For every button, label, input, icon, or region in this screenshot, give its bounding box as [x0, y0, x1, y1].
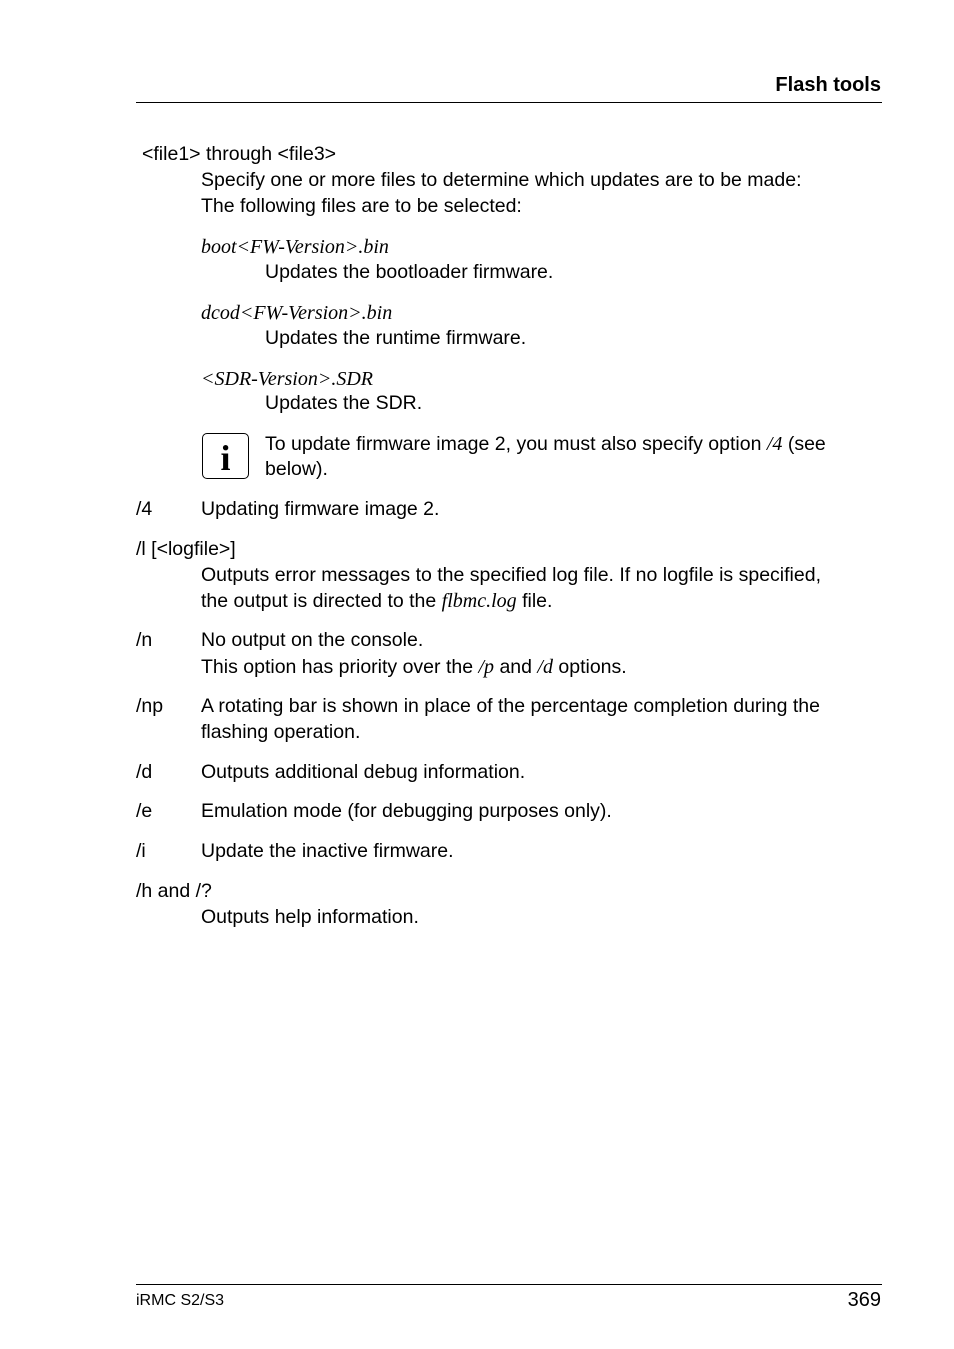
- footer-page-number: 369: [847, 1289, 881, 1311]
- note-option-4: /4: [766, 433, 783, 455]
- info-icon-glyph: i: [220, 438, 231, 478]
- option-n-p-ref: /p: [478, 656, 495, 678]
- file-desc-dcod: Updates the runtime firmware.: [265, 327, 527, 349]
- option-n-and: and: [494, 656, 538, 678]
- option-d-desc: Outputs additional debug information.: [201, 761, 526, 783]
- footer-rule: [136, 1284, 882, 1285]
- file-name-dcod: dcod<FW-Version>.bin: [201, 302, 393, 324]
- option-n-line2: [201, 657, 627, 678]
- option-4-key: /4: [136, 498, 153, 520]
- option-np-key: /np: [136, 695, 164, 717]
- option-np-line1: A rotating bar is shown in place of the percentage completion during the: [201, 695, 820, 717]
- option-n-line2-text: This option has priority over the: [201, 656, 479, 678]
- option-h-key: /h and /?: [136, 880, 212, 902]
- option-l-line2-text: the output is directed to the: [201, 590, 442, 612]
- option-n-line1: No output on the console.: [201, 629, 424, 651]
- option-n-key: /n: [136, 629, 153, 651]
- file-options-desc-line1: Specify one or more files to determine which updates are to be made:: [201, 169, 802, 191]
- option-l-line2: [201, 591, 552, 612]
- option-d-key: /d: [136, 761, 153, 783]
- page-header-title: Flash tools: [775, 74, 881, 96]
- option-e-desc: Emulation mode (for debugging purposes only).: [201, 800, 612, 822]
- file-desc-boot: Updates the bootloader firmware.: [265, 261, 554, 283]
- note-line2: below).: [265, 458, 328, 480]
- option-l-line2-tail: file.: [516, 590, 553, 612]
- option-i-desc: Update the inactive firmware.: [201, 840, 454, 862]
- option-n-d-ref: /d: [537, 656, 553, 678]
- footer-doc-name: iRMC S2/S3: [136, 1292, 225, 1309]
- option-l-key: /l [<logfile>]: [136, 538, 236, 560]
- note-line1-text: To update firmware image 2, you must also specify option: [265, 433, 767, 455]
- note-line1-tail: (see: [782, 433, 826, 455]
- file-name-sdr: <SDR-Version>.SDR: [201, 368, 373, 390]
- header-rule: [136, 102, 882, 103]
- info-icon: [202, 433, 249, 479]
- option-n-line2-tail: options.: [552, 656, 627, 678]
- option-l-line1: Outputs error messages to the specified log file. If no logfile is specified,: [201, 564, 821, 586]
- option-h-desc: Outputs help information.: [201, 906, 419, 928]
- file-options-desc-line2: The following files are to be selected:: [201, 195, 522, 217]
- option-np-line2: flashing operation.: [201, 721, 361, 743]
- file-name-boot: boot<FW-Version>.bin: [201, 236, 389, 258]
- file-desc-sdr: Updates the SDR.: [265, 392, 423, 414]
- file-options-heading: <file1> through <file3>: [142, 143, 337, 165]
- option-e-key: /e: [136, 800, 153, 822]
- option-4-desc: Updating firmware image 2.: [201, 498, 440, 520]
- note-line1: [265, 434, 826, 455]
- option-l-logfile-name: flbmc.log: [441, 590, 517, 612]
- option-i-key: /i: [136, 840, 146, 862]
